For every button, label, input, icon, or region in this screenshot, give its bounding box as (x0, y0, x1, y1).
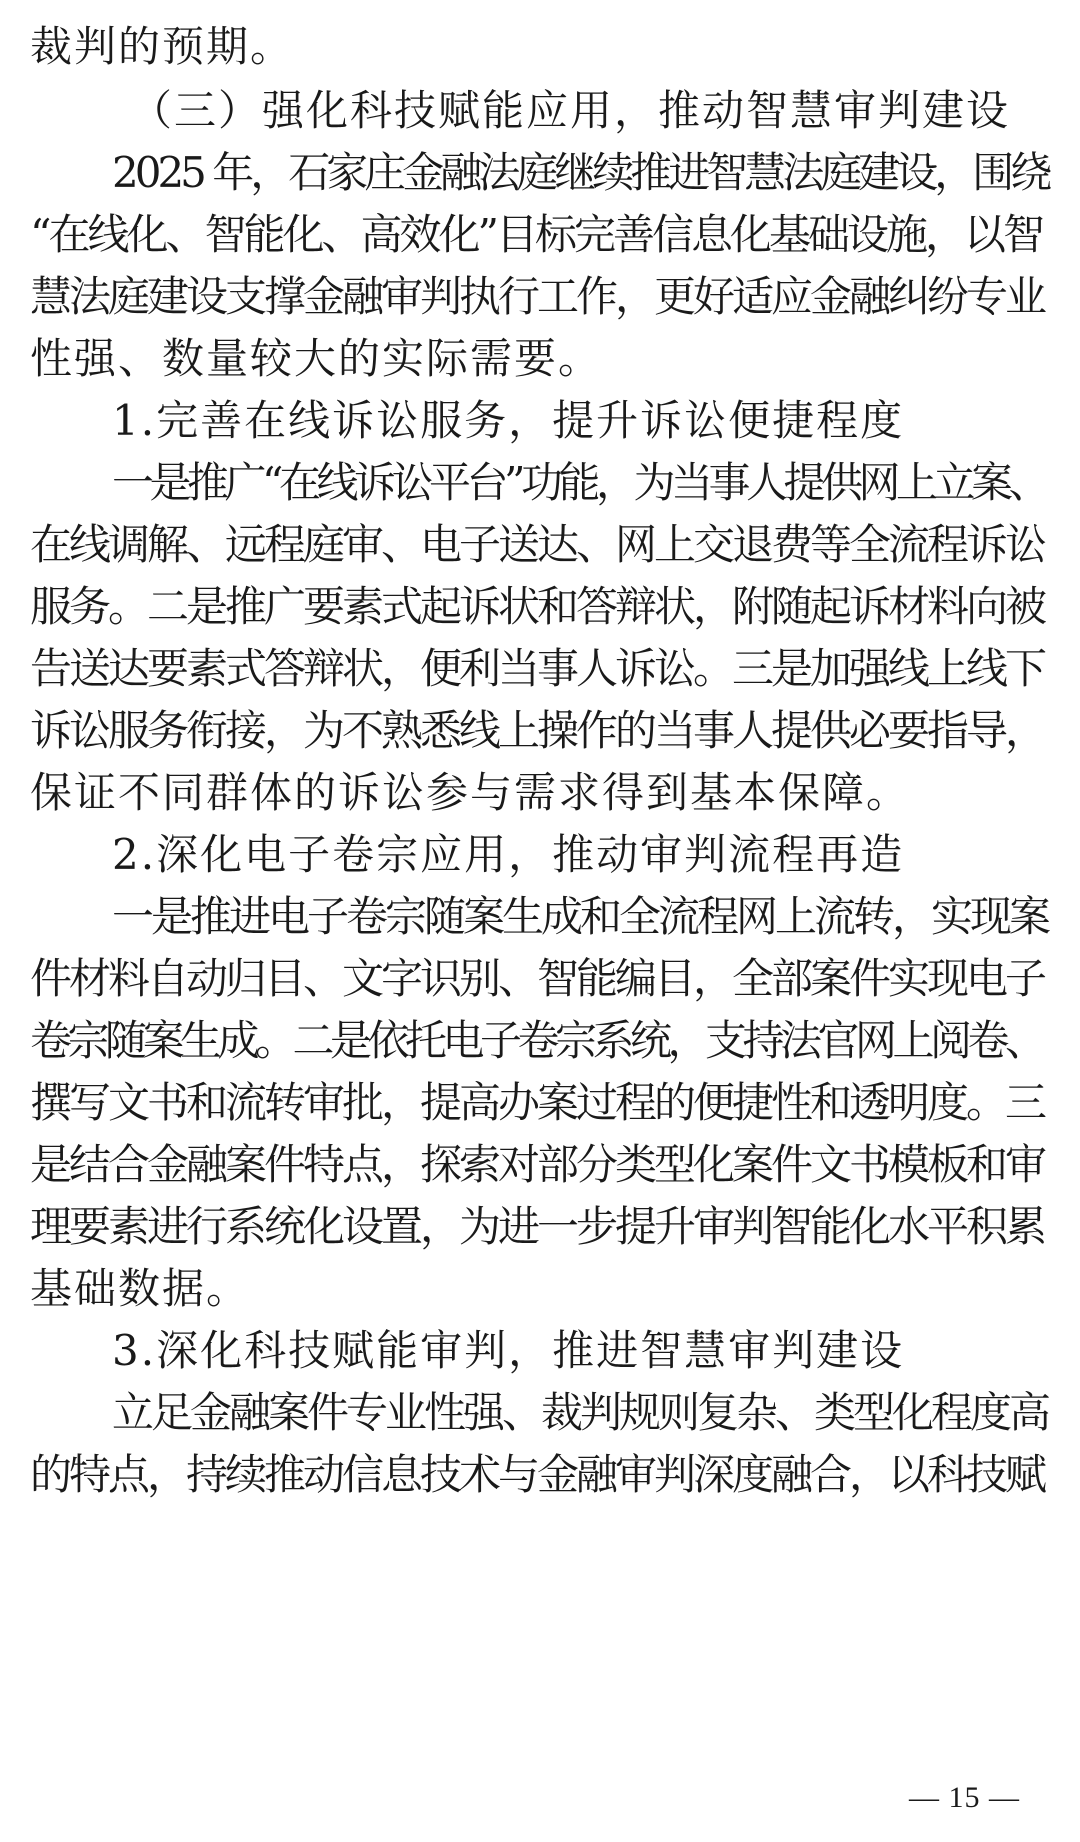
text-line: 立足金融案件专业性强、裁判规则复杂、类型化程度高 (112, 1388, 1049, 1437)
text-line: 裁判的预期。 (30, 22, 295, 71)
subsection-heading: 1.完善在线诉讼服务，提升诉讼便捷程度 (112, 396, 905, 445)
page-number: — 15 — (909, 1781, 1020, 1814)
text-line: 在线调解、远程庭审、电子送达、网上交退费等全流程诉讼 (30, 520, 1045, 569)
text-line: “在线化、智能化、高效化”目标完善信息化基础设施，以智 (30, 210, 1042, 259)
text-line: 撰写文书和流转审批，提高办案过程的便捷性和透明度。三 (30, 1078, 1045, 1127)
text-line: 诉讼服务衔接，为不熟悉线上操作的当事人提供必要指导， (30, 706, 1045, 755)
text-line: 是结合金融案件特点，探索对部分类型化案件文书模板和审 (30, 1140, 1045, 1189)
text-line: 基础数据。 (30, 1264, 251, 1313)
text-line: 一是推广“在线诉讼平台”功能，为当事人提供网上立案、 (112, 458, 1046, 507)
text-line: 保证不同群体的诉讼参与需求得到基本保障。 (30, 768, 911, 817)
subsection-heading: 3.深化科技赋能审判，推进智慧审判建设 (112, 1326, 905, 1375)
text-line: 理要素进行系统化设置，为进一步提升审判智能化水平积累 (30, 1202, 1045, 1251)
text-line: 一是推进电子卷宗随案生成和全流程网上流转，实现案 (112, 892, 1049, 941)
text-line: 件材料自动归目、文字识别、智能编目，全部案件实现电子 (30, 954, 1045, 1003)
section-heading: （三）强化科技赋能应用，推动智慧审判建设 (130, 86, 1011, 135)
subsection-heading: 2.深化电子卷宗应用，推动审判流程再造 (112, 830, 905, 879)
text-line: 2025 年，石家庄金融法庭继续推进智慧法庭建设，围绕 (112, 148, 1049, 197)
text-line: 服务。二是推广要素式起诉状和答辩状，附随起诉材料向被 (30, 582, 1045, 631)
text-line: 的特点，持续推动信息技术与金融审判深度融合，以科技赋 (30, 1450, 1045, 1499)
text-line: 慧法庭建设支撑金融审判执行工作，更好适应金融纠纷专业 (30, 272, 1045, 321)
text-line: 告送达要素式答辩状，便利当事人诉讼。三是加强线上线下 (30, 644, 1045, 693)
text-line: 卷宗随案生成。二是依托电子卷宗系统，支持法官网上阅卷、 (30, 1016, 1043, 1065)
text-line: 性强、数量较大的实际需要。 (30, 334, 603, 383)
